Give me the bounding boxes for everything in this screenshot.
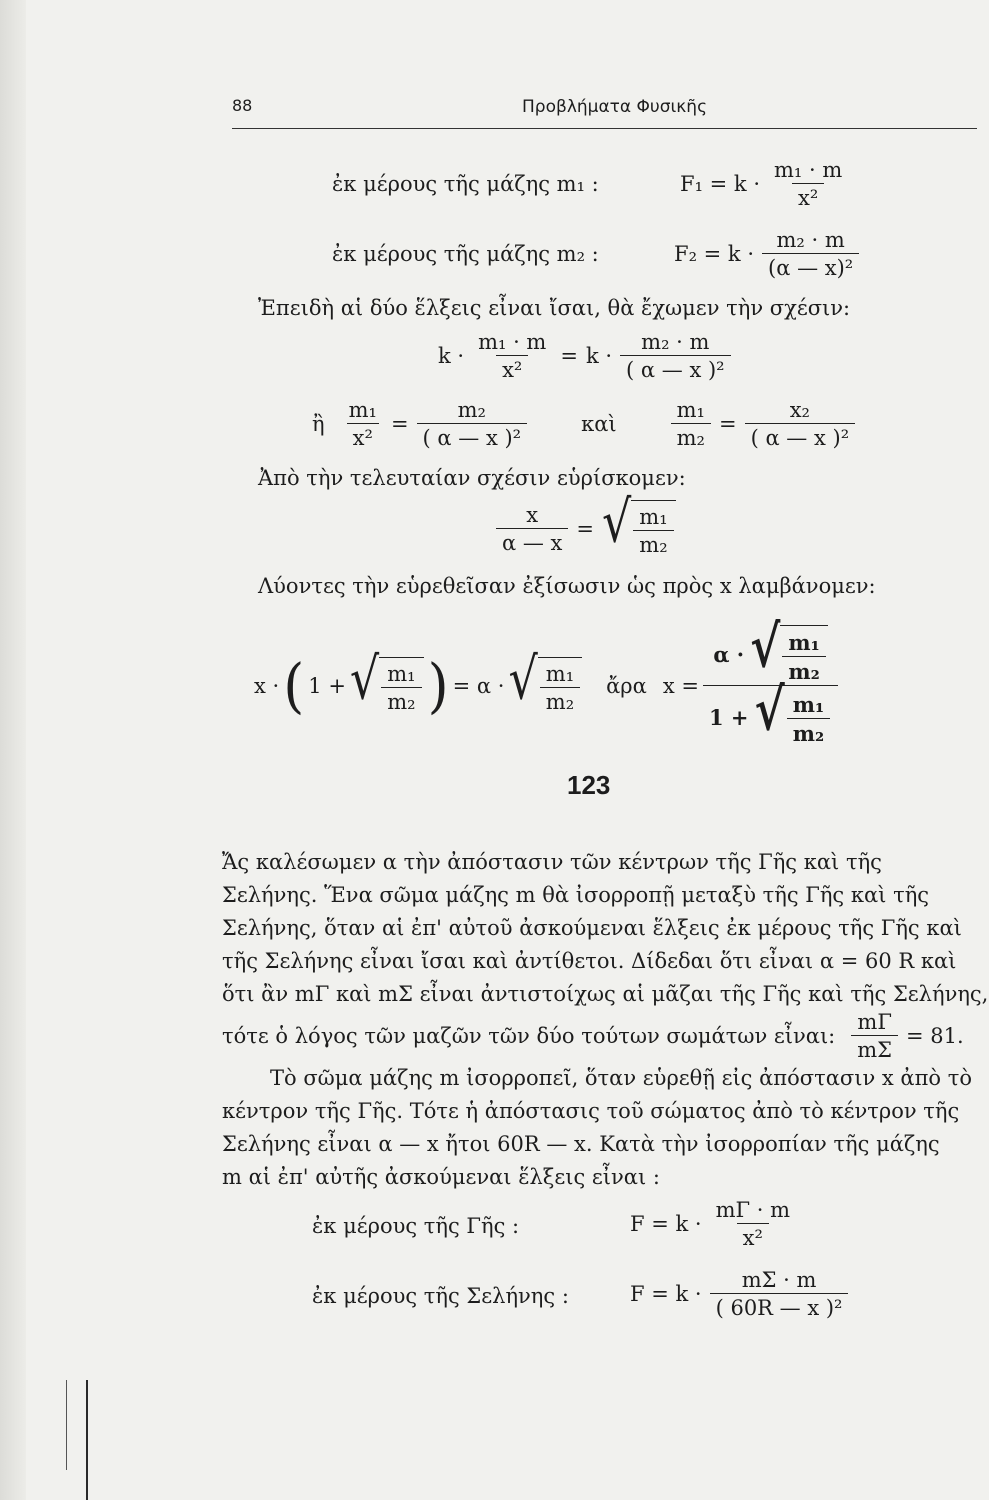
eq2-frac2 bbox=[417, 398, 528, 450]
eq4-top-root bbox=[782, 630, 825, 684]
solution-line: Τὸ σῶμα μάζης m ἰσορροπεῖ, ὅταν εὑρεθῇ εἰς ἀπόστασιν x ἀπὸ τὸ bbox=[270, 1066, 972, 1090]
force1-den: x² bbox=[792, 183, 824, 210]
sqrt-sign: √ bbox=[508, 644, 538, 713]
problem-line: τῆς Σελήνης εἶναι ἴσαι καὶ ἀντίθετοι. Δίδεδαι ὅτι εἶναι α = 60 R καὶ bbox=[222, 949, 957, 973]
since-text: Ἐπειδὴ αἱ δύο ἕλξεις εἶναι ἴσαι, θὰ ἔχωμεν τὴν σχέσιν: bbox=[258, 296, 851, 320]
eq2-den3: m₂ bbox=[671, 423, 711, 450]
moon-force-fraction bbox=[710, 1268, 849, 1320]
eq1-k1: k · bbox=[438, 344, 465, 368]
ratio-value: = 81. bbox=[906, 1024, 964, 1048]
ratio-text: τότε ὁ λόγος τῶν μαζῶν τῶν δύο τούτων σωμάτων εἶναι: bbox=[222, 1024, 836, 1048]
solution-line: m αἱ ἐπ' αὐτῆς ἀσκούμεναι ἕλξεις εἶναι : bbox=[222, 1165, 660, 1189]
eq2-frac1 bbox=[343, 398, 383, 450]
eq4-result-den bbox=[703, 675, 838, 746]
eq4-equals: = α · bbox=[452, 673, 505, 698]
sqrt-sign: √ bbox=[754, 675, 785, 744]
eq4-result-frac bbox=[703, 612, 838, 746]
eq1-frac2 bbox=[620, 330, 731, 382]
force1-formula bbox=[680, 158, 848, 210]
eq2-den4: ( α — x )² bbox=[745, 423, 856, 450]
eq1-k2: k · bbox=[585, 344, 613, 368]
problem-line: Ἄς καλέσωμεν α τὴν ἀπόστασιν τῶν κέντρων τῆς Γῆς καὶ τῆς bbox=[222, 850, 882, 874]
force2-label: ἐκ μέρους τῆς μάζης m₂ : bbox=[332, 242, 599, 266]
ratio-fraction bbox=[851, 1010, 898, 1062]
problem-line: Σελήνης, ὅταν αἱ ἐπ' αὐτοῦ ἀσκούμεναι ἕλξεις ἐκ μέρους τῆς Γῆς καὶ bbox=[222, 916, 962, 940]
equation-2 bbox=[312, 398, 855, 450]
force1-num: m₁ · m bbox=[774, 158, 843, 182]
eq2-num3: m₁ bbox=[676, 398, 705, 422]
eq2-num1: m₁ bbox=[348, 398, 377, 422]
solution-line: Σελήνης εἶναι α — x ἤτοι 60R — x. Κατὰ τὴν ἰσορροπίαν τῆς μάζης bbox=[222, 1132, 940, 1156]
equation-3 bbox=[496, 487, 676, 557]
eq4-bot-rden: m₂ bbox=[787, 718, 830, 746]
earth-force-label: ἐκ μέρους τῆς Γῆς : bbox=[312, 1214, 520, 1238]
from-last-text: Ἀπὸ τὴν τελευταίαν σχέσιν εὑρίσκομεν: bbox=[258, 466, 686, 490]
moon-force-den: ( 60R — x )² bbox=[710, 1293, 849, 1320]
sqrt-sign: √ bbox=[750, 612, 781, 681]
eq4-sqrt1 bbox=[349, 644, 424, 714]
eq3-rnum: m₁ bbox=[639, 505, 668, 529]
moon-force-num: mΣ · m bbox=[741, 1268, 817, 1292]
problem-number: 123 bbox=[567, 770, 611, 800]
eq2-kai: καὶ bbox=[581, 412, 617, 436]
eq3-frac bbox=[496, 503, 568, 555]
eq1-frac1 bbox=[472, 330, 552, 382]
eq4-root1 bbox=[381, 662, 421, 714]
eq3-den: α — x bbox=[496, 528, 568, 555]
solution-line: κέντρον τῆς Γῆς. Τότε ἡ ἀπόστασις τοῦ σώματος ἀπὸ τὸ κέντρον τῆς bbox=[222, 1099, 960, 1123]
eq4-sqrt2 bbox=[508, 644, 582, 714]
earth-force-den: x² bbox=[737, 1223, 769, 1250]
earth-force-formula bbox=[630, 1198, 796, 1250]
eq4-top-alpha: α · bbox=[713, 642, 745, 667]
eq4-rden2: m₂ bbox=[540, 687, 580, 714]
eq4-one-plus: 1 + bbox=[308, 673, 346, 698]
eq1-den2: ( α — x )² bbox=[620, 355, 731, 382]
eq4-rden: m₂ bbox=[381, 687, 421, 714]
eq4-bot-sqrt bbox=[754, 675, 833, 746]
eq3-root-frac bbox=[633, 505, 673, 557]
running-title: Προβλήματα Φυσικῆς bbox=[522, 97, 708, 117]
force2-den: (α — x)² bbox=[762, 253, 859, 280]
eq4-rnum: m₁ bbox=[387, 662, 416, 686]
force2-lhs: F₂ = k · bbox=[674, 242, 755, 266]
scan-mark bbox=[66, 1380, 67, 1470]
eq4-top-rden: m₂ bbox=[782, 656, 825, 684]
force1-lhs: F₁ = k · bbox=[680, 172, 761, 196]
eq2-num4: x₂ bbox=[789, 398, 810, 422]
eq4-x-dot: x · bbox=[254, 673, 280, 698]
eq4-top-rnum: m₁ bbox=[788, 630, 820, 655]
moon-force-label: ἐκ μέρους τῆς Σελήνης : bbox=[312, 1284, 569, 1308]
eq2-den1: x² bbox=[347, 423, 379, 450]
eq3-equals: = bbox=[576, 516, 594, 541]
earth-force-lhs: F = k · bbox=[630, 1212, 702, 1236]
eq3-sqrt bbox=[601, 487, 676, 557]
ratio-line bbox=[222, 1010, 964, 1062]
moon-force-formula bbox=[630, 1268, 848, 1320]
eq2-equals: = bbox=[390, 412, 409, 436]
force2-formula bbox=[674, 228, 859, 280]
scan-edge bbox=[0, 0, 26, 1500]
problem-line: Σελήνης. Ἕνα σῶμα μάζης m θὰ ἰσορροπῇ μεταξὺ τῆς Γῆς καὶ τῆς bbox=[222, 883, 930, 907]
problem-line: ὅτι ἂν mΓ καὶ mΣ εἶναι ἀντιστοίχως αἱ μᾶζαι τῆς Γῆς καὶ τῆς Σελήνης, bbox=[222, 982, 989, 1006]
sqrt-sign: √ bbox=[601, 487, 632, 556]
eq4-bot-one-plus: 1 + bbox=[708, 704, 749, 730]
ratio-num: mΓ bbox=[857, 1010, 892, 1034]
sqrt-sign: √ bbox=[349, 644, 380, 713]
eq2-den2: ( α — x )² bbox=[417, 423, 528, 450]
force1-label: ἐκ μέρους τῆς μάζης m₁ : bbox=[332, 172, 599, 196]
eq2-frac4 bbox=[745, 398, 856, 450]
page-header bbox=[232, 96, 977, 129]
eq4-bot-rnum: m₁ bbox=[792, 692, 825, 717]
eq2-equals2: = bbox=[718, 412, 737, 436]
eq4-root2 bbox=[540, 662, 580, 714]
eq1-num1: m₁ · m bbox=[478, 330, 547, 354]
ratio-den: mΣ bbox=[851, 1035, 898, 1062]
eq3-rden: m₂ bbox=[633, 530, 673, 557]
eq4-bot-root bbox=[787, 692, 830, 746]
force2-num: m₂ · m bbox=[776, 228, 845, 252]
eq2-eta: ἢ bbox=[312, 412, 325, 436]
solving-text: Λύοντες τὴν εὑρεθεῖσαν ἐξίσωσιν ὡς πρὸς x λαμβάνομεν: bbox=[258, 574, 876, 598]
right-paren: ) bbox=[427, 650, 449, 720]
earth-force-fraction bbox=[710, 1198, 796, 1250]
equation-4 bbox=[254, 612, 838, 746]
eq1-num2: m₂ · m bbox=[641, 330, 710, 354]
eq4-ara: ἄρα bbox=[606, 673, 647, 698]
eq1-den1: x² bbox=[496, 355, 528, 382]
eq2-num2: m₂ bbox=[457, 398, 486, 422]
equation-1 bbox=[438, 330, 731, 382]
eq4-x-eq: x = bbox=[662, 673, 699, 698]
earth-force-num: mΓ · m bbox=[715, 1198, 791, 1222]
eq3-num: x bbox=[526, 502, 539, 527]
eq1-equals: = bbox=[560, 344, 578, 368]
force1-fraction bbox=[768, 158, 848, 210]
scan-mark bbox=[86, 1380, 88, 1500]
eq4-rnum2: m₁ bbox=[545, 662, 575, 686]
eq2-frac3 bbox=[671, 398, 711, 450]
moon-force-lhs: F = k · bbox=[630, 1282, 702, 1306]
left-paren: ( bbox=[283, 650, 305, 720]
page-number: 88 bbox=[232, 96, 253, 115]
force2-fraction bbox=[762, 228, 859, 280]
